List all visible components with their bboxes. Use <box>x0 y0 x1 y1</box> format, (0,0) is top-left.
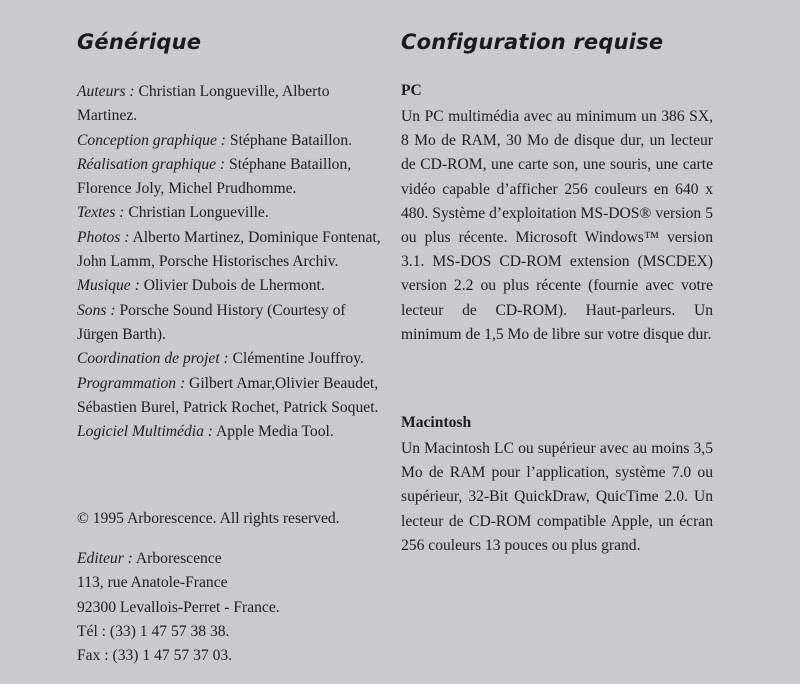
publisher-line <box>77 547 280 571</box>
publisher-city: 92300 Levallois-Perret - France. <box>77 598 280 616</box>
credit-item <box>77 274 387 298</box>
credit-item <box>77 347 387 371</box>
credits-heading: Générique <box>77 30 202 54</box>
credit-item <box>77 420 387 444</box>
credit-names: Stéphane Bataillon. <box>226 131 353 149</box>
publisher-phone: Tél : (33) 1 47 57 38 38. <box>77 622 230 640</box>
publisher-fax: Fax : (33) 1 47 57 37 03. <box>77 647 233 665</box>
credit-role: Conception graphique : <box>77 131 226 149</box>
credit-item <box>77 201 387 225</box>
mac-subheading: Macintosh <box>401 414 472 431</box>
credit-item <box>77 153 387 202</box>
credit-item <box>77 372 387 421</box>
credits-list <box>77 80 387 444</box>
publisher-name: Arborescence <box>132 550 222 567</box>
publisher-street: 113, rue Anatole-France <box>77 574 228 592</box>
credit-item <box>77 226 387 275</box>
credit-role: Programmation : <box>77 374 186 392</box>
credit-role: Réalisation graphique : <box>77 155 226 173</box>
credit-item <box>77 129 387 153</box>
credit-role: Auteurs : <box>77 83 135 100</box>
mac-requirements-text: Un Macintosh LC ou supérieur avec au moins 3,5 Mo de RAM pour l’application, système 7.0 ou supérieur, 32-Bit QuickDraw, QuicTime 2.0. Un lecteur de CD-ROM compatible Apple, un écran 256 couleurs 13 pouces ou plus grand. <box>401 440 713 554</box>
pc-subheading: PC <box>401 82 422 99</box>
credit-role: Textes : <box>77 204 125 222</box>
credit-item <box>77 80 387 129</box>
pc-requirements-text: Un PC multimédia avec au minimum un 386 SX, 8 Mo de RAM, 30 Mo de disque dur, un lecteur de CD-ROM, une carte son, une souris, une carte vidéo capable d’afficher 256 couleurs en 640 x 480. Système d’exploitation MS-DOS® version 5 ou plus récente. Microsoft Windows™ version 3.1. MS-DOS CD-ROM extension (MSCDEX) version 2.2 ou plus récente (fournie avec votre lecteur de CD-ROM). Haut-parleurs. Un minimum de 1,5 Mo de libre sur votre disque dur. <box>401 108 713 343</box>
credit-role: Coordination de projet : <box>77 350 229 368</box>
credit-item <box>77 299 387 348</box>
credit-role: Musique : <box>77 277 140 295</box>
credit-names: Stéphane Bataillon, Florence Joly, Michel Prudhomme. <box>77 155 352 198</box>
publisher-role: Editeur : <box>77 550 133 567</box>
credit-names: Christian Longueville. <box>124 204 269 222</box>
copyright-notice: © 1995 Arborescence. All rights reserved. <box>77 510 340 527</box>
credit-names: Clémentine Jouffroy. <box>228 350 364 368</box>
requirements-heading: Configuration requise <box>401 30 664 54</box>
credit-role: Sons : <box>77 301 116 319</box>
credit-names: Porsche Sound History (Courtesy of Jürgen Barth). <box>77 301 346 343</box>
credit-names: Alberto Martinez, Dominique Fontenat, John Lamm, Porsche Historisches Archiv. <box>77 228 381 271</box>
credit-names: Apple Media Tool. <box>213 423 334 441</box>
credit-role: Logiciel Multimédia : <box>77 423 213 441</box>
publisher-block <box>77 547 280 668</box>
credit-names: Olivier Dubois de Lhermont. <box>139 277 325 295</box>
credit-names: Gilbert Amar,Olivier Beaudet, Sébastien Burel, Patrick Rochet, Patrick Soquet. <box>77 374 379 416</box>
credit-role: Photos : <box>77 228 130 246</box>
credit-names: Christian Longueville, Alberto Martinez. <box>77 83 330 125</box>
